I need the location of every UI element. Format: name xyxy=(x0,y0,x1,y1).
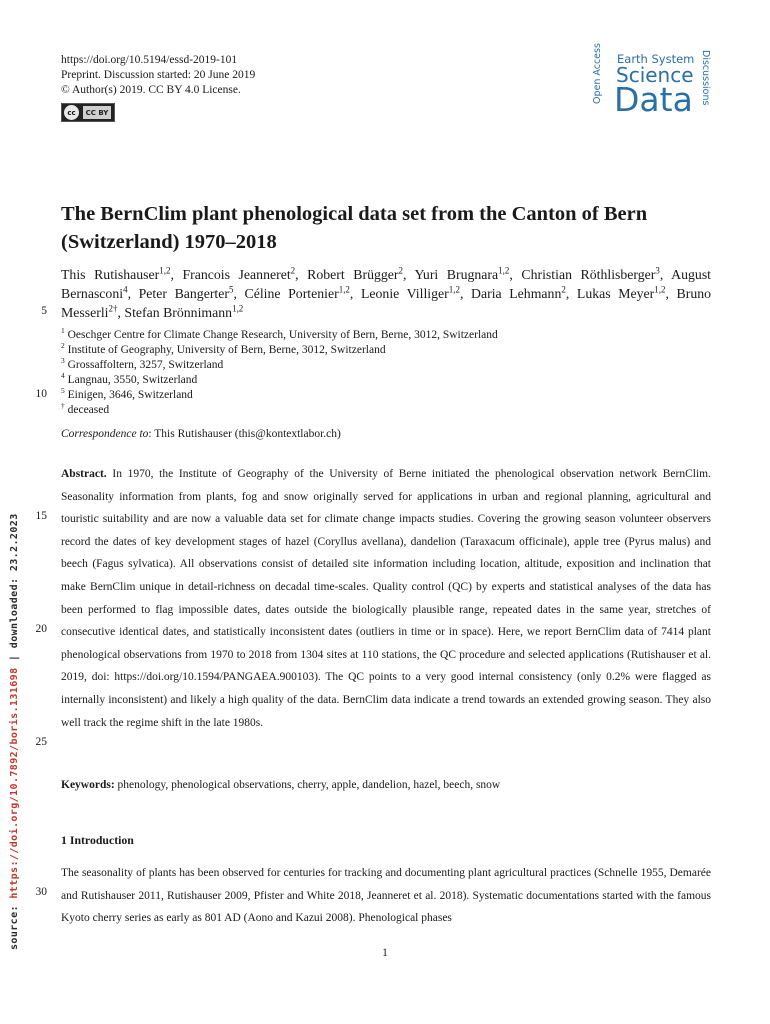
cc-icon: cc xyxy=(64,105,79,120)
author-name: Céline Portenier xyxy=(244,286,339,301)
author-affiliation-marker: 1,2 xyxy=(448,284,460,295)
source-link[interactable]: https://doi.org/10.7892/boris.131698 xyxy=(9,667,20,899)
author-name: Christian Röthlisberger xyxy=(521,267,656,282)
author xyxy=(521,267,660,282)
affiliation-marker: 5 xyxy=(61,386,65,396)
author-affiliation-marker: 1,2 xyxy=(654,284,666,295)
author xyxy=(471,286,566,301)
keywords-text: phenology, phenological observations, cherry, apple, dandelion, hazel, beech, snow xyxy=(114,779,501,791)
correspondence xyxy=(61,428,341,440)
author-affiliation-marker: 1,2 xyxy=(159,265,171,276)
line-number: 30 xyxy=(35,886,47,898)
affiliation-text: Einigen, 3646, Switzerland xyxy=(67,389,193,401)
author-affiliation-marker: 2 xyxy=(398,265,403,276)
author-name: Robert Brügger xyxy=(307,267,399,282)
page-number: 1 xyxy=(382,947,388,959)
author-affiliation-marker: 4 xyxy=(123,284,128,295)
journal-logo xyxy=(592,43,713,122)
author-name: August Bernasconi xyxy=(61,267,712,301)
author-name: Daria Lehmann xyxy=(471,286,562,301)
logo-discussions: Discussions xyxy=(700,50,711,106)
keywords-label: Keywords: xyxy=(61,779,115,791)
section-heading: 1 Introduction xyxy=(61,833,134,847)
author xyxy=(245,286,350,301)
abstract-text: In 1970, the Institute of Geography of the University of Berne initiated the phenological observation network BernClim. Seasonality information from plants, fog and snow originally served for applications in urban and regional planning, agricultural and touristic suitability and are now a valuable data set for climate change impacts studies. Covering the growing season volunteer observers record the dates of key development stages of hazel (Coryllus avellana), dandelion (Taraxacum officinale), apple tree (Pyrus malus) and beech (Fagus sylvatica). All observations consist of detailed site information including location, altitude, exposition and inclination that make BernClim unique in detail-richness on decadal time-scales. Quality control (QC) by experts and statistical analyses of the data has been performed to flag impossible dates, dates outside the biologically plausible range, repeated dates in the same year, stretches of consecutive identical dates, and statistically inconsistent dates (outliers in time or in space). Here, we report BernClim data of 7414 plant phenological observations from 1970 to 2018 from 1304 sites at 110 stations, the QC procedure and selected applications (Rutishauser et al. 2019, doi: https://doi.org/10.1594/PANGAEA.900103). The QC points to a very good internal consistency (only 0.2% were flagged as internally inconsistent) and likely a high quality of the data. BernClim data indicate a trend towards an extended growing season. They also well track the regime shift in the late 1980s. xyxy=(61,468,711,729)
affiliation xyxy=(61,328,498,343)
author xyxy=(124,305,243,320)
author-affiliation-marker: 2† xyxy=(108,303,118,314)
doi-link[interactable]: https://doi.org/10.5194/essd-2019-101 xyxy=(61,54,238,66)
download-date: downloaded: 23.2.2023 xyxy=(9,513,20,649)
affiliation-text: Langnau, 3550, Switzerland xyxy=(67,374,198,386)
author-affiliation-marker: 2 xyxy=(290,265,296,276)
affiliation-text: Institute of Geography, University of Bern, Berne, 3012, Switzerland xyxy=(67,344,386,356)
affiliation xyxy=(61,358,498,373)
line-number: 10 xyxy=(35,388,47,400)
author-name: Bruno Messerli xyxy=(61,286,712,320)
author xyxy=(182,267,295,282)
correspondence-text: : This Rutishauser (this@kontextlabor.ch) xyxy=(148,428,341,440)
author xyxy=(139,286,234,301)
author-affiliation-marker: 1,2 xyxy=(232,303,244,314)
affiliation-marker: 2 xyxy=(61,341,65,351)
author xyxy=(414,267,509,282)
affiliation-text: Oeschger Centre for Climate Change Research, University of Bern, Berne, 3012, Switzerland xyxy=(67,329,498,341)
affiliation xyxy=(61,403,498,418)
line-number: 25 xyxy=(35,736,47,748)
paper-title: The BernClim plant phenological data set from the Canton of Bern (Switzerland) 1970–2018 xyxy=(61,203,648,253)
logo-data: Data xyxy=(614,80,693,119)
author-name: This Rutishauser xyxy=(61,267,160,282)
line-number: 20 xyxy=(35,623,47,635)
source-separator: | xyxy=(9,648,20,668)
author-affiliation-marker: 1,2 xyxy=(498,265,510,276)
affiliation xyxy=(61,343,498,358)
abstract xyxy=(61,463,711,734)
affiliation-text: Grossaffoltern, 3257, Switzerland xyxy=(67,359,224,371)
correspondence-label: Correspondence to xyxy=(61,428,149,440)
author-affiliation-marker: 3 xyxy=(655,265,660,276)
affiliation-marker: 1 xyxy=(61,326,65,336)
preprint-header xyxy=(61,53,255,98)
logo-science: Science xyxy=(616,63,694,87)
logo-earth-system: Earth System xyxy=(617,52,695,66)
affiliation-marker: † xyxy=(61,401,65,411)
affiliation-list xyxy=(61,328,498,418)
cc-license-badge[interactable] xyxy=(61,103,115,122)
author-name: Peter Bangerter xyxy=(138,286,229,301)
preprint-date: Preprint. Discussion started: 20 June 2019 xyxy=(61,69,256,81)
affiliation-marker: 3 xyxy=(61,356,65,366)
author xyxy=(361,286,460,301)
author xyxy=(577,286,666,301)
intro-paragraph: The seasonality of plants has been observed for centuries for tracking and documenting plant agricultural practices (Schnelle 1955, Demarée and Rutishauser 2011, Rutishauser 2009, Pfister and White 2018, Jeanneret et al. 2018). Systematic documentations started with the famous Kyoto cherry series as early as 801 AD (Aono and Kazui 2008). Phenological phases xyxy=(61,867,711,925)
author-name: Lukas Meyer xyxy=(576,286,655,301)
author-affiliation-marker: 2 xyxy=(561,284,566,295)
line-number: 5 xyxy=(41,305,47,317)
author-name: Yuri Brugnara xyxy=(414,267,499,282)
abstract-label: Abstract. xyxy=(61,468,107,480)
logo-open-access: Open Access xyxy=(592,43,603,104)
cc-badge-label: CC BY xyxy=(83,106,111,119)
source-watermark xyxy=(9,513,20,950)
author-name: Francois Jeanneret xyxy=(182,267,291,282)
author-affiliation-marker: 1,2 xyxy=(338,284,350,295)
author-name: Stefan Brönnimann xyxy=(124,305,233,320)
source-prefix: source: xyxy=(9,898,20,950)
author-name: Leonie Villiger xyxy=(360,286,449,301)
author xyxy=(61,267,170,282)
affiliation-marker: 4 xyxy=(61,371,65,381)
copyright-notice: © Author(s) 2019. CC BY 4.0 License. xyxy=(61,84,241,96)
affiliation xyxy=(61,373,498,388)
author-affiliation-marker: 5 xyxy=(228,284,234,295)
keywords xyxy=(61,779,711,791)
affiliation xyxy=(61,388,498,403)
affiliation-text: deceased xyxy=(67,404,110,416)
line-number: 15 xyxy=(35,510,47,522)
author xyxy=(307,267,403,282)
author-list: This Rutishauser$^{1,2}$, Francois Jeanneret$^2$, Robert Brügger$^2$, Yuri Brugnara$^{1,2}$, Christian Röthlisberger$^3$, August Bernasconi$^4$, Peter Bangerter$^5$, Céline Portenier$^{1,2}$, Leonie Villiger$^{1,2}$, Daria Lehmann$^2$, Lukas Meyer$^{1,2}$, Bruno Messerli$^{2\dagger}$, Stefan Brönnimann$^{1,2}$ xyxy=(61,265,712,320)
